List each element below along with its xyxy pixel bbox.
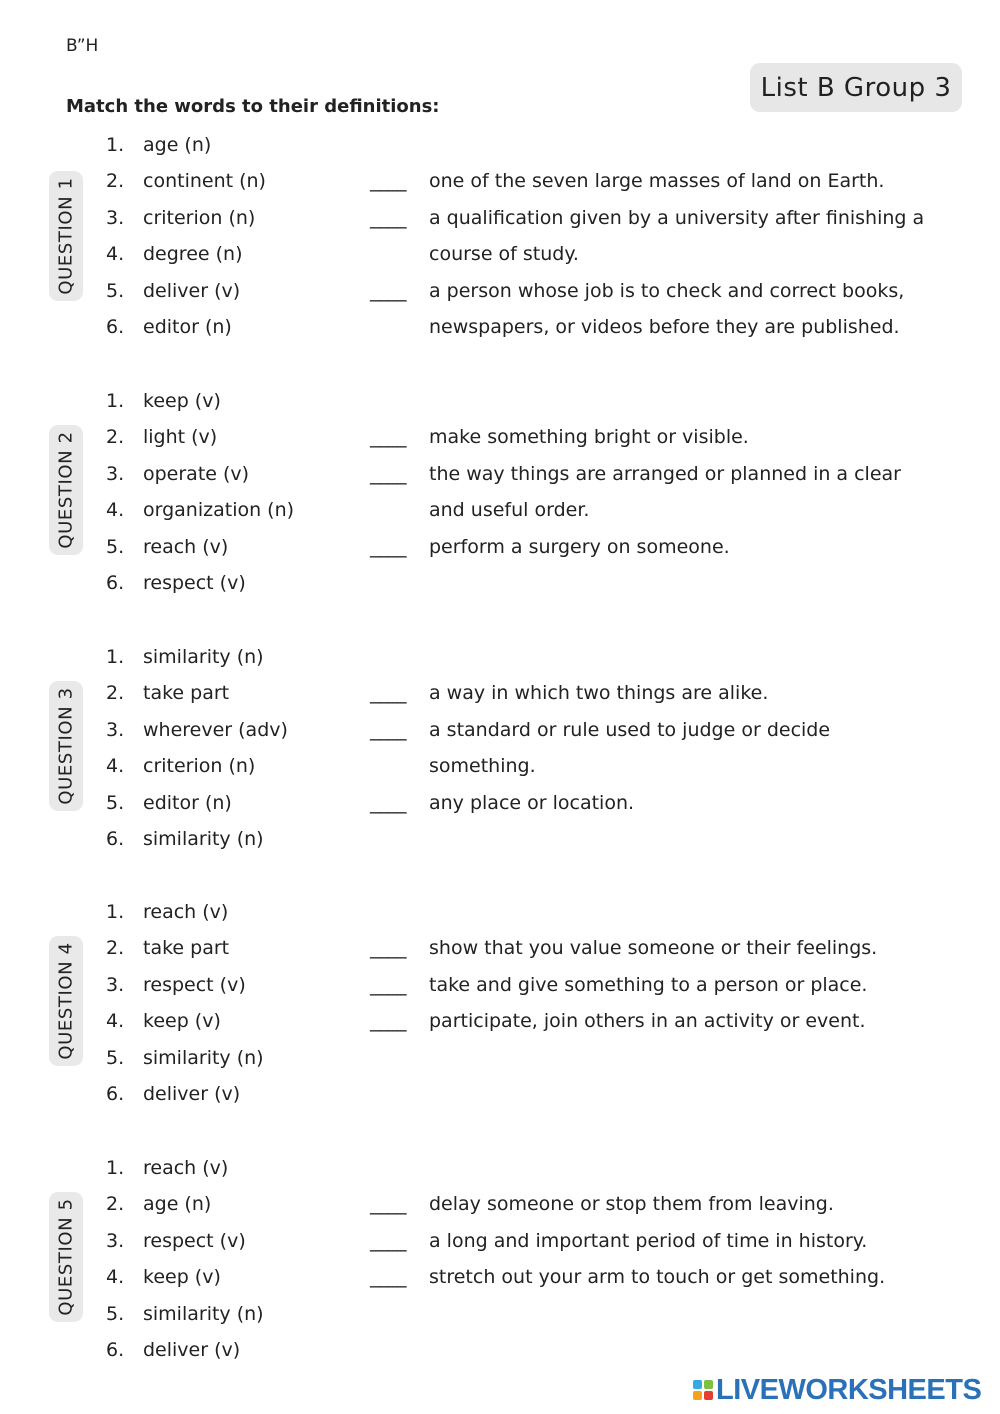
logo-square-icon <box>693 1391 702 1400</box>
question-4 <box>0 894 1000 1114</box>
answer-blank[interactable]: ____ <box>370 937 406 959</box>
word-number: 6. <box>106 1339 125 1361</box>
word: keep (v) <box>143 1010 221 1032</box>
word-number: 2. <box>106 170 125 192</box>
definition: take and give something to a person or place. <box>429 974 868 996</box>
answer-blank[interactable]: ____ <box>370 536 406 558</box>
word: criterion (n) <box>143 755 256 777</box>
word: deliver (v) <box>143 1339 241 1361</box>
word: deliver (v) <box>143 280 241 302</box>
answer-blank[interactable]: ____ <box>370 1266 406 1288</box>
definition: delay someone or stop them from leaving. <box>429 1193 834 1215</box>
word-number: 3. <box>106 1230 125 1252</box>
word: continent (n) <box>143 170 266 192</box>
answer-blank[interactable]: ____ <box>370 974 406 996</box>
logo-grid-icon <box>693 1380 713 1400</box>
word-number: 1. <box>106 901 125 923</box>
word-number: 6. <box>106 316 125 338</box>
answer-blank[interactable]: ____ <box>370 1010 406 1032</box>
word: take part <box>143 682 230 704</box>
word: similarity (n) <box>143 1047 264 1069</box>
word-number: 4. <box>106 755 125 777</box>
question-label: QUESTION 1 <box>49 171 83 301</box>
question-label: QUESTION 5 <box>49 1192 83 1322</box>
word: deliver (v) <box>143 1083 241 1105</box>
definition: make something bright or visible. <box>429 426 749 448</box>
word-number: 2. <box>106 682 125 704</box>
answer-blank[interactable]: ____ <box>370 682 406 704</box>
answer-blank[interactable]: ____ <box>370 1193 406 1215</box>
word: reach (v) <box>143 901 229 923</box>
answer-blank[interactable]: ____ <box>370 719 406 741</box>
answer-blank[interactable]: ____ <box>370 207 406 229</box>
answer-blank[interactable]: ____ <box>370 170 406 192</box>
word-number: 1. <box>106 1157 125 1179</box>
definition: a person whose job is to check and correct books, <box>429 280 905 302</box>
question-2 <box>0 383 1000 603</box>
word: reach (v) <box>143 1157 229 1179</box>
logo-square-icon <box>704 1380 713 1389</box>
question-1 <box>0 127 1000 347</box>
definition: the way things are arranged or planned in a clear <box>429 463 901 485</box>
word-number: 2. <box>106 1193 125 1215</box>
definition: a qualification given by a university after finishing a <box>429 207 925 229</box>
liveworksheets-logo[interactable] <box>693 1373 981 1407</box>
word: keep (v) <box>143 390 221 412</box>
word: similarity (n) <box>143 828 264 850</box>
logo-square-icon <box>704 1391 713 1400</box>
word: reach (v) <box>143 536 229 558</box>
word-number: 4. <box>106 1266 125 1288</box>
word-number: 4. <box>106 243 125 265</box>
definition: a standard or rule used to judge or decide <box>429 719 831 741</box>
word: respect (v) <box>143 974 246 996</box>
definition: show that you value someone or their feelings. <box>429 937 878 959</box>
answer-blank[interactable]: ____ <box>370 1230 406 1252</box>
logo-text: LIVEWORKSHEETS <box>716 1373 982 1406</box>
question-5 <box>0 1150 1000 1370</box>
word: organization (n) <box>143 499 295 521</box>
group-badge: List B Group 3 <box>750 63 962 112</box>
word: light (v) <box>143 426 218 448</box>
definition-continued: and useful order. <box>429 499 590 521</box>
word-number: 3. <box>106 719 125 741</box>
word-number: 5. <box>106 792 125 814</box>
word-number: 6. <box>106 1083 125 1105</box>
question-label: QUESTION 3 <box>49 681 83 811</box>
definition: any place or location. <box>429 792 635 814</box>
word-number: 5. <box>106 536 125 558</box>
word-number: 3. <box>106 974 125 996</box>
word: take part <box>143 937 230 959</box>
word: keep (v) <box>143 1266 221 1288</box>
answer-blank[interactable]: ____ <box>370 426 406 448</box>
word: editor (n) <box>143 316 232 338</box>
definition: stretch out your arm to touch or get something. <box>429 1266 886 1288</box>
definition-continued: course of study. <box>429 243 579 265</box>
word: age (n) <box>143 1193 212 1215</box>
word-number: 4. <box>106 1010 125 1032</box>
word: similarity (n) <box>143 1303 264 1325</box>
word-number: 4. <box>106 499 125 521</box>
word-number: 6. <box>106 828 125 850</box>
word: wherever (adv) <box>143 719 288 741</box>
word-number: 6. <box>106 572 125 594</box>
word-number: 1. <box>106 390 125 412</box>
definition-continued: newspapers, or videos before they are published. <box>429 316 900 338</box>
definition: one of the seven large masses of land on Earth. <box>429 170 885 192</box>
word: respect (v) <box>143 1230 246 1252</box>
instructions: Match the words to their definitions: <box>66 96 440 117</box>
question-label: QUESTION 4 <box>49 936 83 1066</box>
definition: perform a surgery on someone. <box>429 536 730 558</box>
word: editor (n) <box>143 792 232 814</box>
word-number: 5. <box>106 1303 125 1325</box>
word: age (n) <box>143 134 212 156</box>
word: respect (v) <box>143 572 246 594</box>
question-label: QUESTION 2 <box>49 425 83 555</box>
word: criterion (n) <box>143 207 256 229</box>
answer-blank[interactable]: ____ <box>370 280 406 302</box>
header-mark: B”H <box>66 36 99 56</box>
word: similarity (n) <box>143 646 264 668</box>
word-number: 1. <box>106 134 125 156</box>
definition: a long and important period of time in history. <box>429 1230 868 1252</box>
word-number: 2. <box>106 426 125 448</box>
word-number: 3. <box>106 207 125 229</box>
definition: participate, join others in an activity or event. <box>429 1010 866 1032</box>
word-number: 5. <box>106 1047 125 1069</box>
definition: a way in which two things are alike. <box>429 682 769 704</box>
word-number: 2. <box>106 937 125 959</box>
answer-blank[interactable]: ____ <box>370 792 406 814</box>
word: operate (v) <box>143 463 250 485</box>
word: degree (n) <box>143 243 243 265</box>
logo-square-icon <box>693 1380 702 1389</box>
answer-blank[interactable]: ____ <box>370 463 406 485</box>
word-number: 1. <box>106 646 125 668</box>
question-3 <box>0 639 1000 859</box>
definition-continued: something. <box>429 755 536 777</box>
word-number: 3. <box>106 463 125 485</box>
word-number: 5. <box>106 280 125 302</box>
